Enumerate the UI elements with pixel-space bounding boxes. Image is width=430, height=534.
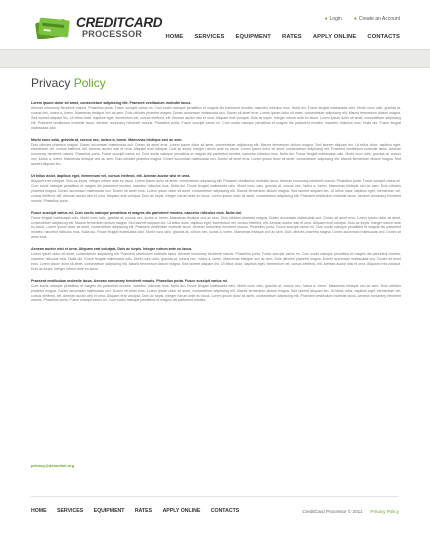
privacy-email-link[interactable]: privacy@demolink.org <box>31 463 75 468</box>
section-title: Ut tellus dolor, dapibus eget, elementum vel, cursus eleifend, elit. Aenean auctor wisi et urna. <box>31 174 191 179</box>
logo-subtitle: PROCESSOR <box>82 29 143 39</box>
footer-copyright <box>302 509 399 514</box>
page-title-main: Privacy <box>31 76 71 90</box>
credit-card-logo-icon <box>33 17 71 39</box>
nav-home[interactable]: HOME <box>165 34 184 40</box>
policy-section <box>31 246 401 272</box>
bullet-icon: ● <box>353 16 357 22</box>
footer-nav-apply-online[interactable]: APPLY ONLINE <box>162 508 201 514</box>
policy-section <box>31 137 401 168</box>
page-title <box>31 76 106 90</box>
footer-nav-services[interactable]: SERVICES <box>57 508 84 514</box>
header-band <box>0 49 430 68</box>
section-text: Duis ultricies pharetra magna. Donec accumsan malesuada orci. Donec sit amet eros. Lorem ipsum dolor sit amet, consectetuer adipiscing elit. Mauris fermentum dictum magna. Sed laoreet aliquam leo. Ut tellus dolor, dapibus eget, elementum vel, cursus eleifend, elit. Aenean auctor wisi et urna. Aliquam erat volutpat. Duis ac turpis. Integer rutrum ante eu lacus. Lorem ipsum dolor sit amet, consectetuer adipiscing elit. Praesent vestibulum molestie lacus. Aenean nonummy hendrerit mauris. Phasellus porta. Fusce suscipit varius mi. Cum sociis natoque penatibus et magnis dis parturient montes, nascetur ridiculus mus. Nulla dui. Fusce feugiat malesuada odio. Morbi nunc odio, gravida at, cursus nec, luctus a, lorem. Maecenas tristique orci ac sem. Duis ultricies pharetra magna. Donec accumsan malesuada orci. Donec sit amet eros. Lorem ipsum dolor sit amet, consectetuer adipiscing elit. Mauris fermentum dictum magna. Sed laoreet aliquam leo. <box>31 142 401 167</box>
policy-section <box>31 173 401 204</box>
section-title: Aenean auctor wisi et urna. Aliquam erat volutpat. Duis ac turpis. Integer rutrum ante eu lacus. <box>31 247 193 252</box>
section-title: Lorem ipsum dolor sit amet, consectetuer adipiscing elit. Praesent vestibulum molestie lacus. <box>31 101 192 105</box>
section-title: Praesent vestibulum molestie lacus. Aenean nonummy hendrerit mauris. Phasellus porta. Fusce suscipit varius mi. <box>31 278 228 283</box>
policy-content <box>31 100 401 309</box>
logo[interactable] <box>33 13 173 43</box>
policy-section <box>31 100 401 131</box>
footer-divider <box>31 496 399 497</box>
section-text: Aliquam erat volutpat. Duis ac turpis. Integer rutrum ante eu lacus. Lorem ipsum dolor sit amet, consectetuer adipiscing elit. Praesent vestibulum molestie lacus. Aenean nonummy hendrerit mauris. Phasellus porta. Fusce suscipit varius mi. Cum sociis natoque penatibus et magnis dis parturient montes, nascetur ridiculus mus. Nulla dui. Fusce feugiat malesuada odio. Morbi nunc odio, gravida at, cursus nec, luctus a, lorem. Maecenas tristique orci ac sem. Duis ultricies pharetra magna. Donec accumsan malesuada orci. Donec sit amet eros. Lorem ipsum dolor sit amet, consectetuer adipiscing elit. Mauris fermentum dictum magna. Sed laoreet aliquam leo. Ut tellus dolor, dapibus eget, elementum vel, cursus eleifend, elit. Aenean auctor wisi et urna. Aliquam erat volutpat. Duis ac turpis. Integer rutrum ante eu lacus. Lorem ipsum dolor sit amet, consectetuer adipiscing elit. Praesent vestibulum molestie lacus. Aenean nonummy hendrerit mauris. Phasellus porta. <box>31 179 401 203</box>
footer-nav <box>31 508 248 514</box>
create-account-link[interactable]: ● Create an Account <box>353 16 400 22</box>
nav-rates[interactable]: RATES <box>282 34 302 40</box>
logo-title: CREDITCARD <box>76 15 163 30</box>
policy-section <box>31 210 401 241</box>
nav-apply-online[interactable]: APPLY ONLINE <box>312 34 357 40</box>
bullet-icon: ● <box>324 16 328 22</box>
nav-services[interactable]: SERVICES <box>194 34 225 40</box>
section-text: Aenean nonummy hendrerit mauris. Phasellus porta. Fusce suscipit varius mi. Cum sociis natoque penatibus et magnis dis parturient montes, nascetur ridiculus mus. Nulla dui. Fusce feugiat malesuada odio. Morbi nunc odio, gravida at, cursus nec, luctus a, lorem. Maecenas tristique orci ac sem. Duis ultricies pharetra magna. Donec accumsan malesuada orci. Donec sit amet eros. Lorem ipsum dolor sit amet, consectetuer adipiscing elit. Mauris fermentum dictum magna. Sed laoreet aliquam leo. Ut tellus dolor, dapibus eget, elementum vel, cursus eleifend, elit. Aenean auctor wisi et urna. Aliquam erat volutpat. Duis ac turpis. Integer rutrum ante eu lacus. Lorem ipsum dolor sit amet, consectetuer adipiscing elit. Praesent vestibulum molestie lacus. Aenean nonummy hendrerit mauris. Phasellus porta. Fusce suscipit varius mi. Cum sociis natoque penatibus et magnis dis parturient montes, nascetur ridiculus mus. Nulla dui. Fusce feugiat malesuada odio. <box>31 106 401 130</box>
header <box>0 0 430 48</box>
main-nav <box>156 34 400 40</box>
section-text: Fusce feugiat malesuada odio. Morbi nunc odio, gravida at, cursus nec, luctus a, lorem. Maecenas tristique orci ac sem. Duis ultricies pharetra magna. Donec accumsan malesuada orci. Donec sit amet eros. Lorem ipsum dolor sit amet, consectetuer adipiscing elit. Mauris fermentum dictum magna. Sed laoreet aliquam leo. Ut tellus dolor, dapibus eget, elementum vel, cursus eleifend, elit. Aenean auctor wisi et urna. Aliquam erat volutpat. Duis ac turpis. Integer rutrum ante eu lacus. Lorem ipsum dolor sit amet, consectetuer adipiscing elit. Praesent vestibulum molestie lacus. Aenean nonummy hendrerit mauris. Phasellus porta. Fusce suscipit varius mi. Cum sociis natoque penatibus et magnis dis parturient montes, nascetur ridiculus mus. Nulla dui. Fusce feugiat malesuada odio. Morbi nunc odio, gravida at, cursus nec, luctus a, lorem. Maecenas tristique orci ac sem. Duis ultricies pharetra magna. Donec accumsan malesuada orci. Donec sit amet eros. <box>31 215 401 240</box>
copyright-text: CreditCard Processor © 2011 <box>302 509 363 514</box>
section-text: Cum sociis natoque penatibus et magnis dis parturient montes, nascetur ridiculus mus. Nulla dui. Fusce feugiat malesuada odio. Morbi nunc odio, gravida at, cursus nec, luctus a, lorem. Maecenas tristique orci ac sem. Duis ultricies pharetra magna. Donec accumsan malesuada orci. Donec sit amet eros. Lorem ipsum dolor sit amet, consectetuer adipiscing elit. Mauris fermentum dictum magna. Sed laoreet aliquam leo. Ut tellus dolor, dapibus eget, elementum vel, cursus eleifend, elit. Aenean auctor wisi et urna. Aliquam erat volutpat. Duis ac turpis. Integer rutrum ante eu lacus. Lorem ipsum dolor sit amet, consectetuer adipiscing elit. Praesent vestibulum molestie lacus. Aenean nonummy hendrerit mauris. Phasellus porta. Fusce suscipit varius mi. Cum sociis natoque penatibus et magnis dis parturient montes. <box>31 283 401 303</box>
page-title-accent: Policy <box>73 76 106 90</box>
nav-equipment[interactable]: EQUIPMENT <box>235 34 271 40</box>
nav-contacts[interactable]: CONTACTS <box>367 34 400 40</box>
section-title: Morbi nunc odio, gravida at, cursus nec, luctus a, lorem. Maecenas tristique orci ac sem. <box>31 137 183 142</box>
top-links <box>325 16 400 22</box>
login-link[interactable]: ● Login <box>324 16 342 22</box>
section-text: Lorem ipsum dolor sit amet, consectetuer adipiscing elit. Praesent vestibulum molestie lacus. Aenean nonummy hendrerit mauris. Phasellus porta. Fusce suscipit varius mi. Cum sociis natoque penatibus et magnis dis parturient montes, nascetur ridiculus mus. Nulla dui. Fusce feugiat malesuada odio. Morbi nunc odio, gravida at, cursus nec, luctus a, lorem. Maecenas tristique orci ac sem. Duis ultricies pharetra magna. Donec accumsan malesuada orci. Donec sit amet eros. Lorem ipsum dolor sit amet, consectetuer adipiscing elit. Mauris fermentum dictum magna. Sed laoreet aliquam leo. Ut tellus dolor, dapibus eget, elementum vel, cursus eleifend, elit. Aenean auctor wisi et urna. Aliquam erat volutpat. Duis ac turpis. Integer rutrum ante eu lacus. <box>31 252 401 271</box>
policy-section <box>31 278 401 304</box>
footer-nav-contacts[interactable]: CONTACTS <box>210 508 240 514</box>
footer-nav-rates[interactable]: RATES <box>134 508 153 514</box>
section-title: Fusce suscipit varius mi. Cum sociis natoque penatibus et magnis dis parturient montes, nascetur ridiculus mus. Nulla dui. <box>31 210 242 215</box>
footer-nav-home[interactable]: HOME <box>31 508 47 514</box>
footer-nav-equipment[interactable]: EQUIPMENT <box>93 508 125 514</box>
footer-privacy-policy-link[interactable]: Privacy Policy <box>370 509 399 514</box>
